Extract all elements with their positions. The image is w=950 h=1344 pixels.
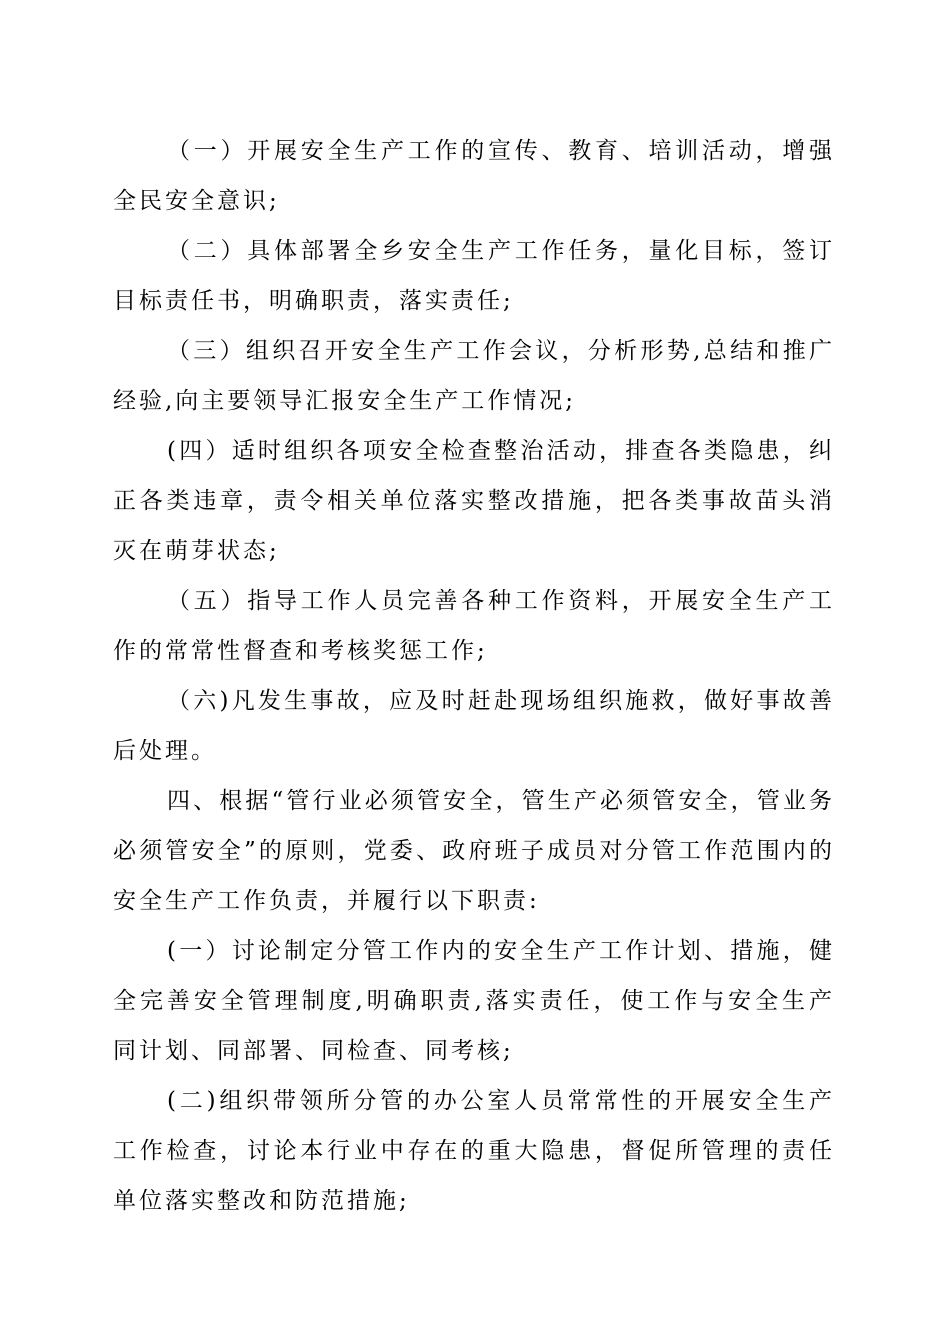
document-body (113, 126, 835, 1226)
paragraph-8: (一）讨论制定分管工作内的安全生产工作计划、措施，健全完善安全管理制度,明确职责,落实责任，使工作与安全生产同计划、同部署、同检查、同考核; (113, 938, 835, 1064)
paragraph-7: 四、根据“管行业必须管安全，管生产必须管安全，管业务必须管安全”的原则，党委、政府班子成员对分管工作范围内的安全生产工作负责，并履行以下职责: (113, 788, 835, 914)
paragraph-9: (二)组织带领所分管的办公室人员常常性的开展安全生产工作检查，讨论本行业中存在的重大隐患，督促所管理的责任单位落实整改和防范措施; (113, 1088, 835, 1214)
paragraph-5: （五）指导工作人员完善各种工作资料，开展安全生产工作的常常性督查和考核奖惩工作; (113, 588, 835, 664)
paragraph-3: （三）组织召开安全生产工作会议，分析形势,总结和推广经验,向主要领导汇报安全生产工作情况; (113, 338, 835, 414)
paragraph-4: (四）适时组织各项安全检查整治活动，排查各类隐患，纠正各类违章，责令相关单位落实整改措施，把各类事故苗头消灭在萌芽状态; (113, 438, 835, 564)
paragraph-6: （六)凡发生事故，应及时赶赴现场组织施救，做好事故善后处理。 (113, 688, 835, 764)
paragraph-1: （一）开展安全生产工作的宣传、教育、培训活动，增强全民安全意识; (113, 138, 835, 214)
paragraph-2: （二）具体部署全乡安全生产工作任务，量化目标，签订目标责任书，明确职责，落实责任; (113, 238, 835, 314)
